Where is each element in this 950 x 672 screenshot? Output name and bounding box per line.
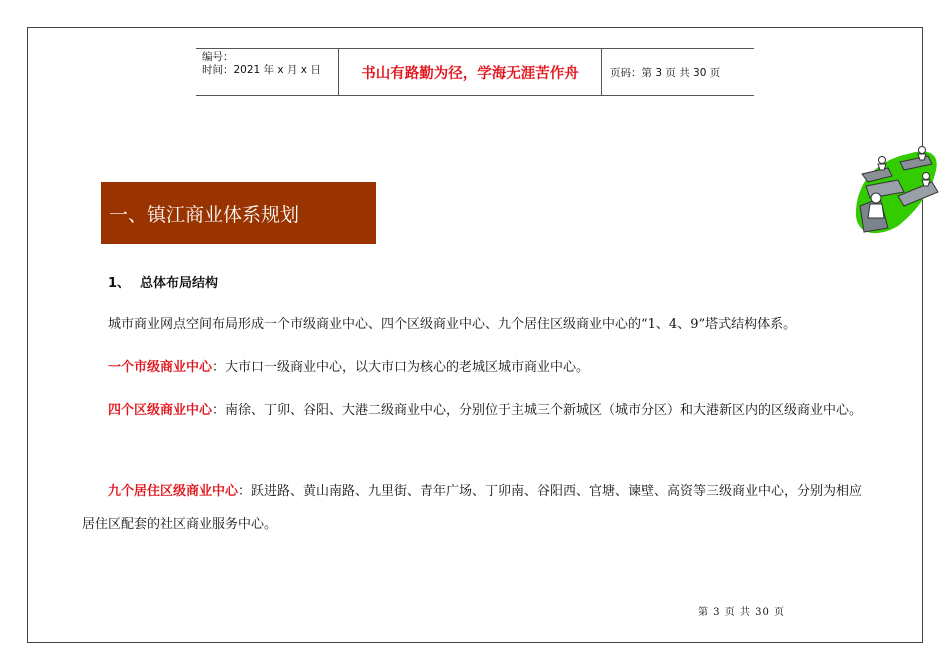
- residential-center-paragraph: [82, 475, 872, 541]
- page-footer: 第 3 页 共 30 页: [698, 607, 785, 618]
- header-motto: 书山有路勤为径，学海无涯苦作舟: [339, 49, 602, 95]
- header-page-label: 页码：第 3 页 共 30 页: [610, 66, 721, 79]
- district-center-label: 四个区级商业中心: [108, 403, 213, 418]
- intro-paragraph: [82, 308, 872, 341]
- residential-center-label: 九个居住区级商业中心: [108, 484, 239, 499]
- section-heading-text: 总体布局结构: [140, 276, 219, 291]
- district-center-paragraph: [82, 394, 872, 427]
- district-center-text: ：南徐、丁卯、谷阳、大港二级商业中心，分别位于主城三个新城区（城市分区）和大港新区内的区级商业中心。: [212, 403, 863, 418]
- residential-center-text: ：跃进路、黄山南路、九里街、青年广场、丁卯南、谷阳西、官塘、谏壁、高资等三级商业中心，分别为相应居住区配套的社区商业服务中心。: [82, 484, 863, 532]
- header-time-label: 时间：2021 年 x 月 x 日: [202, 64, 321, 76]
- city-center-paragraph: [82, 351, 872, 384]
- city-center-text: ：大市口一级商业中心，以大市口为核心的老城区城市商业中心。: [212, 360, 590, 375]
- header-meta: [196, 49, 339, 95]
- section-heading: [108, 272, 218, 291]
- intro-text: 城市商业网点空间布局形成一个市级商业中心、四个区级商业中心、九个居住区级商业中心的“1、4、9”塔式结构体系。: [108, 317, 797, 332]
- city-center-label: 一个市级商业中心: [108, 360, 213, 375]
- chapter-title: 一、镇江商业体系规划: [101, 182, 376, 244]
- people-on-arrows-clipart-icon: [848, 140, 940, 240]
- section-number: 1、: [108, 276, 131, 291]
- page-header: [196, 48, 754, 96]
- header-number-label: 编号：: [202, 51, 234, 63]
